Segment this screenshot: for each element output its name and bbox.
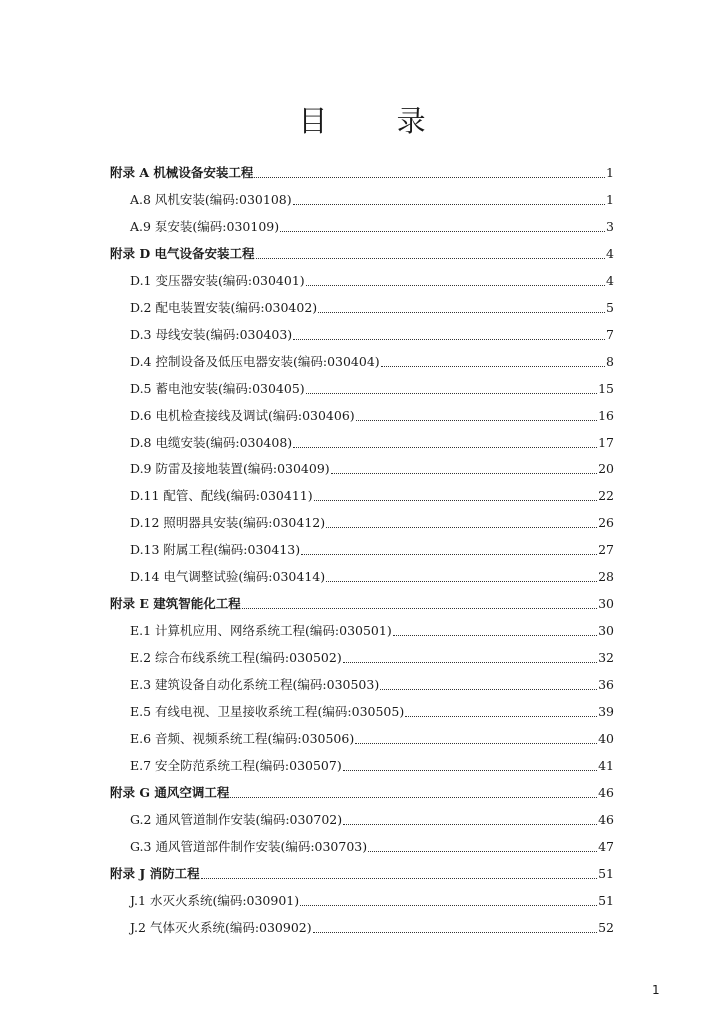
toc-section-entry[interactable] (110, 157, 614, 181)
toc-entry-page: 5 (606, 299, 614, 315)
toc-subsection-entry[interactable] (130, 831, 614, 855)
dot-leader (293, 203, 605, 205)
toc-entry-page: 32 (598, 650, 614, 666)
dot-leader (301, 553, 597, 555)
dot-leader (355, 742, 597, 744)
toc-subsection-entry[interactable] (130, 723, 614, 747)
toc-entry-title: E.2 综合布线系统工程(编码:030502) (130, 650, 342, 666)
toc-entry-title: G.3 通风管道部件制作安装(编码:030703) (130, 838, 368, 854)
toc-subsection-entry[interactable] (130, 373, 614, 397)
toc-section-entry[interactable] (110, 588, 614, 612)
toc-entry-page: 30 (598, 596, 614, 612)
dot-leader (256, 257, 606, 259)
toc-entry-title: 附录 G 通风空调工程 (110, 784, 230, 800)
toc-entry-title: E.1 计算机应用、网络系统工程(编码:030501) (130, 623, 392, 639)
dot-leader (230, 796, 597, 798)
toc-entry-title: D.9 防雷及接地装置(编码:030409) (130, 461, 330, 477)
toc-entry-title: D.11 配管、配线(编码:030411) (130, 488, 313, 504)
toc-entry-title: A.8 风机安装(编码:030108) (130, 191, 292, 207)
toc-section-entry[interactable] (110, 858, 614, 882)
toc-section-entry[interactable] (110, 777, 614, 801)
toc-entry-title: D.2 配电装置安装(编码:030402) (130, 299, 318, 315)
toc-entry-title: 附录 A 机械设备安装工程 (110, 165, 254, 180)
dot-leader (254, 176, 605, 178)
toc-subsection-entry[interactable] (130, 319, 614, 343)
dot-leader (380, 688, 597, 690)
dot-leader (343, 823, 597, 825)
toc-subsection-entry[interactable] (130, 480, 614, 504)
toc-subsection-entry[interactable] (130, 184, 614, 208)
toc-entry-page: 47 (598, 838, 614, 854)
dot-leader (381, 365, 605, 367)
toc-entry-page: 4 (606, 245, 614, 261)
dot-leader (242, 607, 597, 609)
toc-subsection-entry[interactable] (130, 642, 614, 666)
toc-entry-page: 15 (598, 380, 614, 396)
toc-entry-title: D.1 变压器安装(编码:030401) (130, 272, 305, 288)
dot-leader (343, 769, 597, 771)
toc-entry-page: 36 (598, 677, 614, 693)
toc-subsection-entry[interactable] (130, 292, 614, 316)
dot-leader (306, 392, 597, 394)
toc-entry-page: 46 (598, 784, 614, 800)
toc-entry-page: 20 (598, 461, 614, 477)
toc-entry-page: 1 (606, 191, 614, 207)
dot-leader (393, 634, 597, 636)
toc-entry-title: D.13 附属工程(编码:030413) (130, 542, 301, 558)
dot-leader (306, 284, 605, 286)
toc-entry-page: 41 (598, 757, 614, 773)
dot-leader (318, 311, 605, 313)
toc-entry-page: 26 (598, 515, 614, 531)
toc-subsection-entry[interactable] (130, 696, 614, 720)
toc-entry-title: E.7 安全防范系统工程(编码:030507) (130, 757, 342, 773)
toc-subsection-entry[interactable] (130, 400, 614, 424)
dot-leader (300, 904, 597, 906)
toc-entry-title: 附录 J 消防工程 (110, 865, 200, 881)
dot-leader (314, 499, 597, 501)
dot-leader (343, 661, 597, 663)
toc-entry-page: 3 (606, 218, 614, 234)
toc-subsection-entry[interactable] (130, 507, 614, 531)
dot-leader (326, 580, 597, 582)
toc-entry-page: 8 (606, 353, 614, 369)
toc-entry-title: D.14 电气调整试验(编码:030414) (130, 569, 326, 585)
toc-subsection-entry[interactable] (130, 265, 614, 289)
dot-leader (201, 877, 597, 879)
dot-leader (331, 472, 597, 474)
toc-subsection-entry[interactable] (130, 750, 614, 774)
toc-entry-title: G.2 通风管道制作安装(编码:030702) (130, 811, 343, 827)
toc-entry-title: D.8 电缆安装(编码:030408) (130, 434, 293, 450)
toc-subsection-entry[interactable] (130, 453, 614, 477)
toc-entry-title: 附录 E 建筑智能化工程 (110, 596, 241, 612)
toc-entry-title: 附录 D 电气设备安装工程 (110, 245, 255, 261)
toc-entry-page: 39 (598, 704, 614, 719)
toc-entry-page: 51 (598, 892, 614, 908)
toc-subsection-entry[interactable] (130, 885, 614, 909)
toc-entry-title: D.4 控制设备及低压电器安装(编码:030404) (130, 353, 380, 369)
toc-entry-page: 1 (606, 165, 614, 180)
toc-subsection-entry[interactable] (130, 427, 614, 451)
dot-leader (293, 446, 597, 448)
toc-entry-page: 52 (598, 919, 614, 935)
toc-entry-title: E.3 建筑设备自动化系统工程(编码:030503) (130, 677, 380, 693)
toc-section-entry[interactable] (110, 238, 614, 262)
toc-entry-title: D.5 蓄电池安装(编码:030405) (130, 380, 305, 396)
dot-leader (368, 850, 597, 852)
toc-title: 目 录 (298, 104, 456, 138)
toc-entry-page: 22 (598, 488, 614, 504)
dot-leader (293, 338, 605, 340)
toc-subsection-entry[interactable] (130, 615, 614, 639)
toc-entry-page: 17 (598, 434, 614, 450)
dot-leader (313, 931, 597, 933)
toc-entry-page: 30 (598, 623, 614, 639)
toc-entry-page: 46 (598, 811, 614, 827)
toc-entry-title: E.6 音频、视频系统工程(编码:030506) (130, 730, 355, 746)
toc-subsection-entry[interactable] (130, 912, 614, 936)
toc-entry-title: E.5 有线电视、卫星接收系统工程(编码:030505) (130, 704, 405, 719)
toc-entry-page: 7 (606, 326, 614, 342)
toc-subsection-entry[interactable] (130, 669, 614, 693)
toc-entry-page: 4 (606, 272, 614, 288)
toc-subsection-entry[interactable] (130, 804, 614, 828)
toc-entry-title: D.3 母线安装(编码:030403) (130, 326, 293, 342)
page-number: 1 (652, 983, 660, 997)
toc-subsection-entry[interactable] (130, 346, 614, 370)
toc-entry-page: 16 (598, 407, 614, 423)
toc-entry-title: D.6 电机检查接线及调试(编码:030406) (130, 407, 355, 423)
toc-entry-page: 28 (598, 569, 614, 585)
toc-entry-title: D.12 照明器具安装(编码:030412) (130, 515, 326, 531)
toc-subsection-entry[interactable] (130, 211, 614, 235)
toc-subsection-entry[interactable] (130, 561, 614, 585)
dot-leader (356, 419, 597, 421)
toc-entry-title: A.9 泵安装(编码:030109) (130, 218, 280, 234)
dot-leader (280, 230, 605, 232)
dot-leader (326, 526, 597, 528)
toc-entry-title: J.1 水灭火系统(编码:030901) (130, 892, 300, 908)
toc-entry-page: 51 (598, 865, 614, 881)
toc-entry-page: 27 (598, 542, 614, 558)
toc-entry-title: J.2 气体灭火系统(编码:030902) (130, 919, 312, 935)
toc-subsection-entry[interactable] (130, 534, 614, 558)
dot-leader (405, 715, 597, 717)
toc-entry-page: 40 (598, 730, 614, 746)
